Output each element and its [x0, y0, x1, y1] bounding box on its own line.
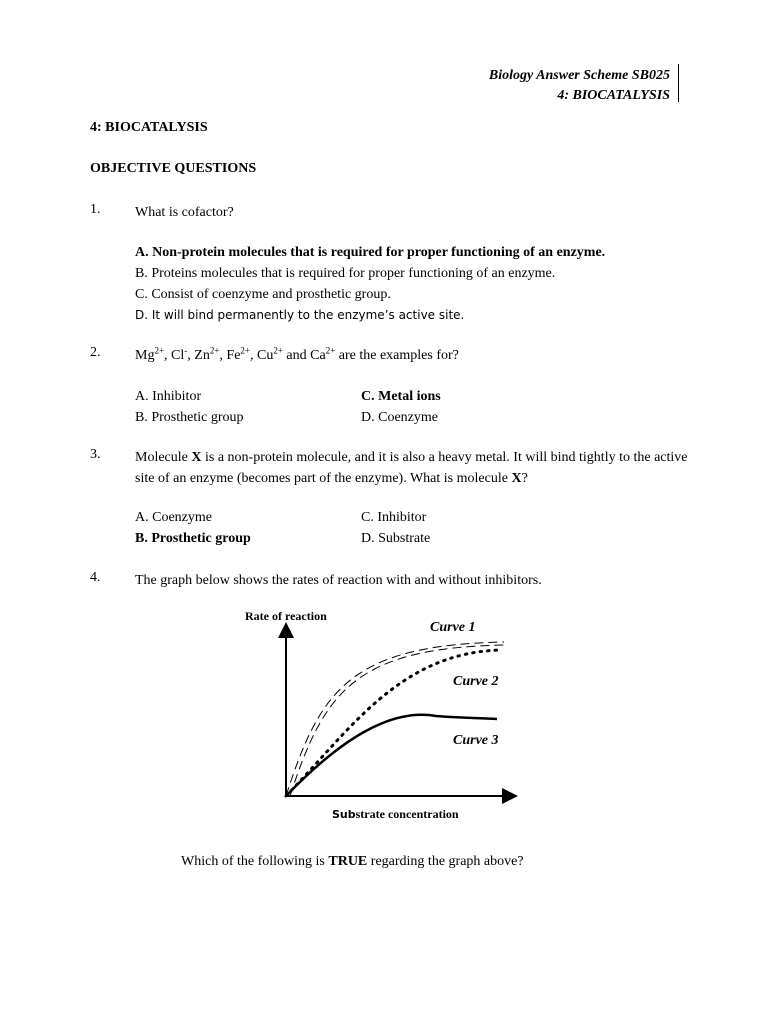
curve-2-line [286, 650, 502, 796]
curve-1-label: Curve 1 [430, 620, 476, 635]
question-number: 2. [90, 345, 101, 360]
section-title: OBJECTIVE QUESTIONS [90, 161, 257, 176]
q2-option-d: D. Coenzyme [361, 410, 438, 425]
chapter-title: 4: BIOCATALYSIS [90, 120, 208, 135]
question-text: Molecule X is a non-protein molecule, and it is also a heavy metal. It will bind tightly to the active site of an enzyme (becomes part of the enzyme). What is molecule X? [135, 450, 688, 486]
q2-option-b: B. Prosthetic group [135, 410, 244, 425]
curve-3-label: Curve 3 [453, 733, 499, 748]
question-number: 3. [90, 447, 101, 462]
question-number: 1. [90, 202, 101, 217]
q1-option-b: B. Proteins molecules that is required for proper functioning of an enzyme. [135, 266, 556, 281]
rate-graph [240, 600, 530, 830]
q1-option-c: C. Consist of coenzyme and prosthetic group. [135, 287, 391, 302]
question-text: What is cofactor? [135, 205, 234, 220]
q3-option-c: C. Inhibitor [361, 510, 427, 525]
q1-option-a: A. Non-protein molecules that is required for proper functioning of an enzyme. [135, 245, 606, 260]
header-divider [678, 64, 679, 102]
question-text: The graph below shows the rates of reaction with and without inhibitors. [135, 573, 542, 588]
q3-option-d: D. Substrate [361, 531, 431, 546]
curve-2-label: Curve 2 [453, 674, 499, 689]
q1-option-d: D. It will bind permanently to the enzyme’s active site. [135, 308, 465, 322]
curve-1-line-inner [290, 645, 504, 796]
header-chapter: 4: BIOCATALYSIS [557, 88, 670, 103]
q2-option-c: C. Metal ions [361, 389, 441, 404]
header-course: Biology Answer Scheme SB025 [488, 68, 670, 83]
final-question: Which of the following is TRUE regarding the graph above? [181, 854, 524, 869]
y-axis-label: Rate of reaction [245, 609, 327, 623]
question-text: $Mg^{2+}$, Cl-, $Zn^{2+}$, $Fe^{2+}$, $Cu^{2+}$ and $Ca^{2+}$ are the examples for? [135, 345, 459, 363]
question-number: 4. [90, 570, 101, 585]
page-header [489, 66, 670, 106]
graph-plot [240, 600, 530, 830]
q2-option-a: A. Inhibitor [135, 389, 202, 404]
q3-option-a: A. Coenzyme [135, 510, 212, 525]
x-axis-label: Substrate concentration [332, 807, 459, 821]
q3-option-b: B. Prosthetic group [135, 531, 251, 546]
